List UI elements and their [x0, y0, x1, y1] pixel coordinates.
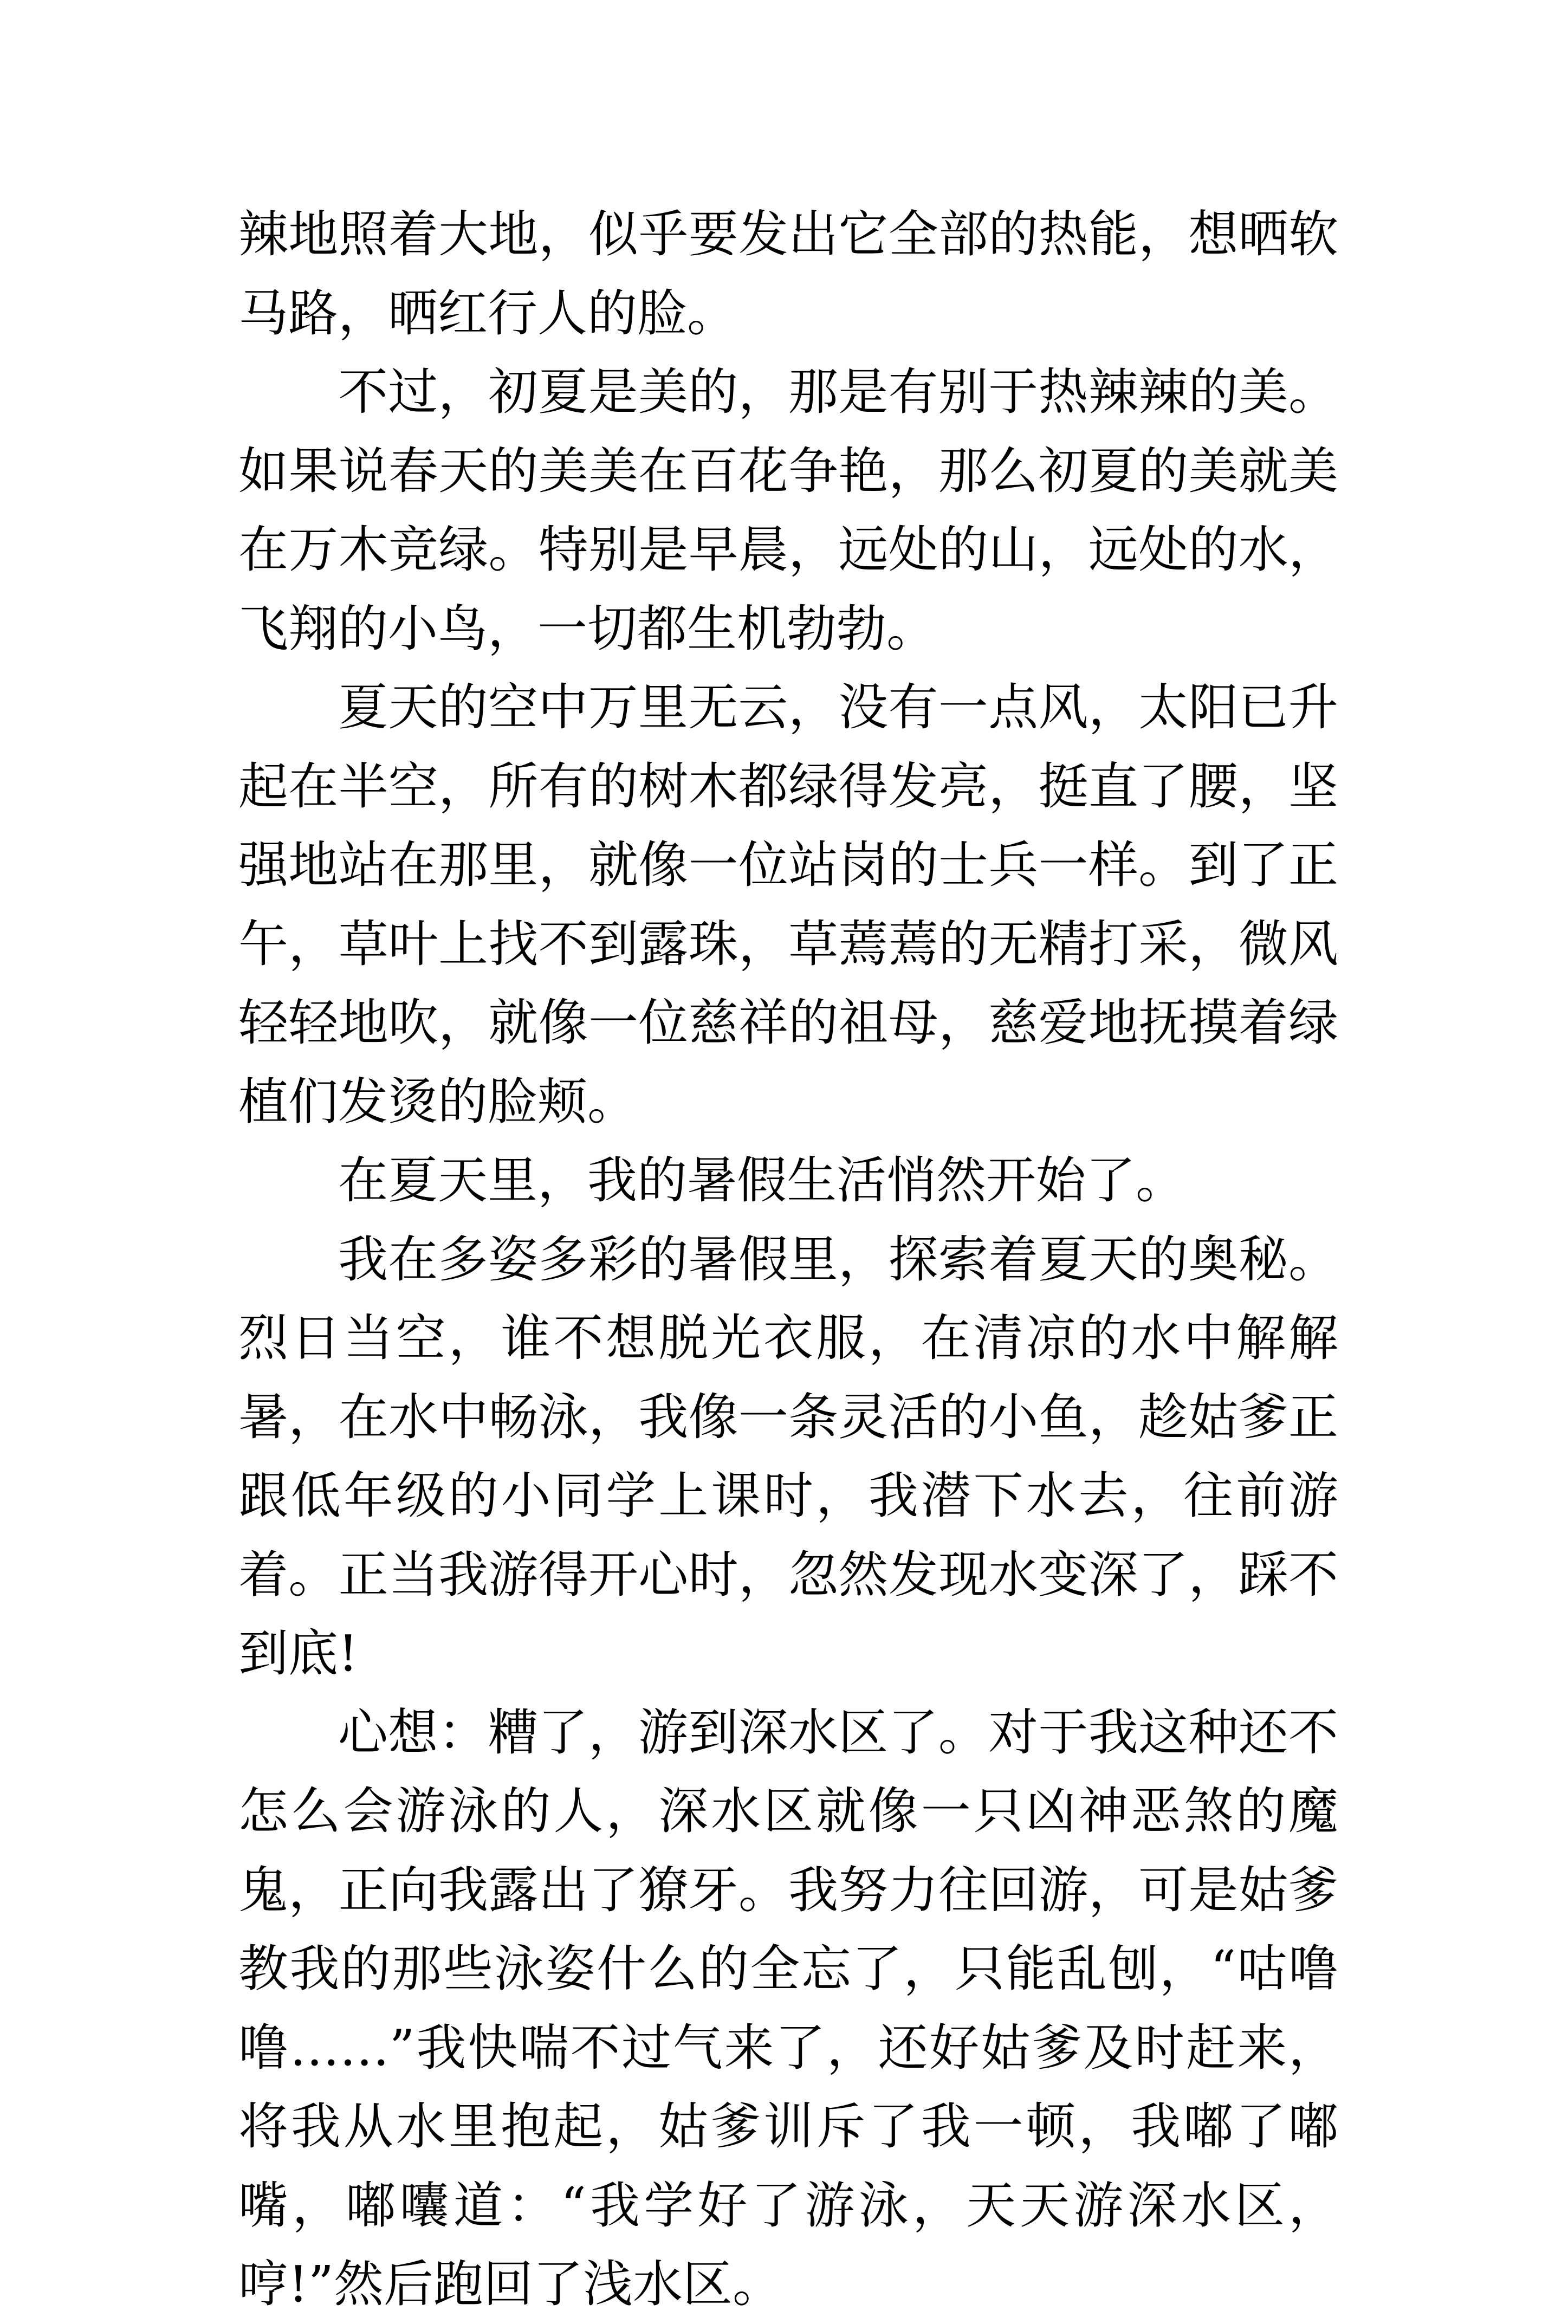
document-body — [238, 195, 1338, 2324]
paragraph-4: 在夏天里，我的暑假生活悄然开始了。 — [338, 1151, 1186, 1209]
paragraph-2: 不过，初夏是美的，那是有别于热辣辣的美。如果说春天的美美在百花争艳，那么初夏的美就美在万木竞绿。特别是早晨，远处的山，远处的水，飞翔的小鸟，一切都生机勃勃。 — [238, 363, 1338, 658]
paragraph-5: 我在多姿多彩的暑假里，探索着夏天的奥秘。烈日当空，谁不想脱光衣服，在清凉的水中解解暑，在水中畅泳，我像一条灵活的小鱼，趁姑爹正跟低年级的小同学上课时，我潜下水去，往前游着。正当我游得开心时，忽然发现水变深了，踩不到底! — [238, 1230, 1338, 1682]
paragraph-6: 心想：糟了，游到深水区了。对于我这种还不怎么会游泳的人，深水区就像一只凶神恶煞的魔鬼，正向我露出了獠牙。我努力往回游，可是姑爹教我的那些泳姿什么的全忘了，只能乱刨，“咕噜噜……”我快喘不过气来了，还好姑爹及时赶来，将我从水里抱起，姑爹训斥了我一顿，我嘟了嘟嘴，嘟囔道：“我学好了游泳，天天游深水区，哼!”然后跑回了浅水区。 — [238, 1703, 1338, 2313]
paragraph-3: 夏天的空中万里无云，没有一点风，太阳已升起在半空，所有的树木都绿得发亮，挺直了腰，坚强地站在那里，就像一位站岗的士兵一样。到了正午，草叶上找不到露珠，草蔫蔫的无精打采，微风轻轻地吹，就像一位慈祥的祖母，慈爱地抚摸着绿植们发烫的脸颊。 — [238, 678, 1338, 1131]
paragraph-1: 辣地照着大地，似乎要发出它全部的热能，想晒软马路，晒红行人的脸。 — [238, 205, 1338, 342]
